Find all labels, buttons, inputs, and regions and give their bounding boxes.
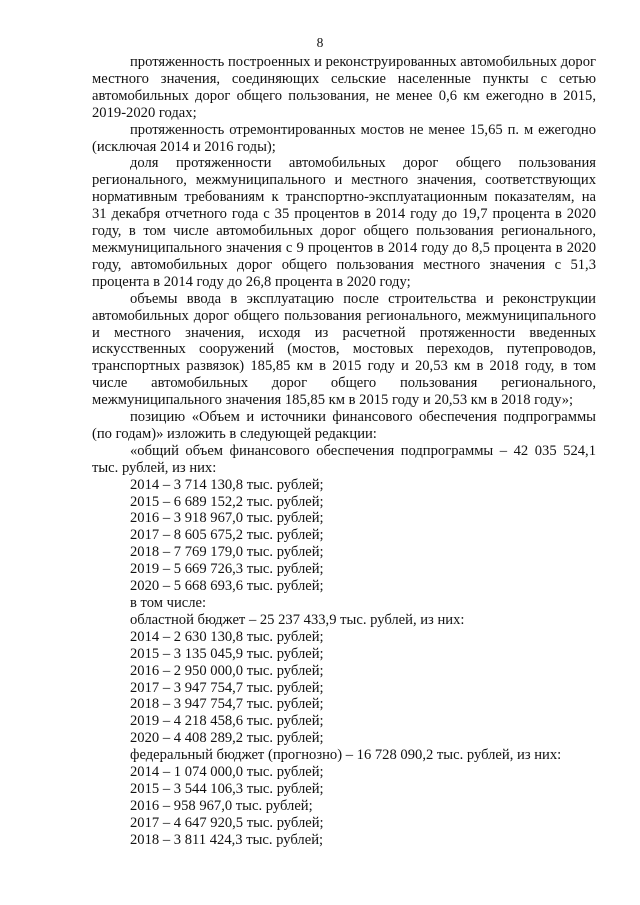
total-funding-2019: 2019 – 5 669 726,3 тыс. рублей; <box>130 561 324 578</box>
regional-budget-2018: 2018 – 3 947 754,7 тыс. рублей; <box>130 696 324 713</box>
including-heading: в том числе: <box>130 595 207 611</box>
total-funding-2017: 2017 – 8 605 675,2 тыс. рублей; <box>130 527 324 544</box>
federal-budget-2014: 2014 – 1 074 000,0 тыс. рублей; <box>130 764 324 781</box>
paragraph-total-funding: «общий объем финансового обеспечения подпрограммы – 42 035 524,1 тыс. рублей, из них: <box>92 442 596 476</box>
regional-budget-total: областной бюджет – 25 237 433,9 тыс. рублей, из них: <box>130 611 465 628</box>
regional-budget-2014: 2014 – 2 630 130,8 тыс. рублей; <box>130 628 324 645</box>
total-funding-2020: 2020 – 5 668 693,6 тыс. рублей; <box>130 578 324 595</box>
total-funding-2014: 2014 – 3 714 130,8 тыс. рублей; <box>130 476 324 493</box>
regional-budget-2019: 2019 – 4 218 458,6 тыс. рублей; <box>130 713 324 730</box>
federal-budget-2015: 2015 – 3 544 106,3 тыс. рублей; <box>130 780 324 797</box>
total-funding-2016: 2016 – 3 918 967,0 тыс. рублей; <box>130 510 324 527</box>
document-body <box>92 54 596 849</box>
paragraph-bridges-length: протяженность отремонтированных мостов не менее 15,65 п. м ежегодно (исключая 2014 и 2016 годы); <box>92 121 596 155</box>
total-funding-2018: 2018 – 7 769 179,0 тыс. рублей; <box>130 544 324 561</box>
regional-budget-2020: 2020 – 4 408 289,2 тыс. рублей; <box>130 730 324 747</box>
total-funding-2015: 2015 – 6 689 152,2 тыс. рублей; <box>130 493 324 510</box>
federal-budget-2016: 2016 – 958 967,0 тыс. рублей; <box>130 797 313 814</box>
paragraph-new-roads-length: протяженность построенных и реконструированных автомобильных дорог местного значения, соединяющих сельские населенные пункты с сетью автомобильных дорог общего пользования, не менее 0,6 км ежегодно в 2015, 2019-2020 годах; <box>92 54 596 121</box>
federal-budget-2018: 2018 – 3 811 424,3 тыс. рублей; <box>130 831 324 848</box>
federal-budget-2017: 2017 – 4 647 920,5 тыс. рублей; <box>130 814 324 831</box>
regional-budget-2017: 2017 – 3 947 754,7 тыс. рублей; <box>130 679 324 696</box>
federal-budget-total: федеральный бюджет (прогнозно) – 16 728 090,2 тыс. рублей, из них: <box>130 747 562 764</box>
paragraph-funding-position: позицию «Объем и источники финансового обеспечения подпрограммы (по годам)» изложить в следующей редакции: <box>92 409 596 442</box>
regional-budget-2016: 2016 – 2 950 000,0 тыс. рублей; <box>130 662 324 679</box>
paragraph-roads-share: доля протяженности автомобильных дорог общего пользования регионального, межмуниципального и местного значения, соответствующих нормативным требованиям к транспортно-эксплуатационным показателям, на 31 декабря отчетного года с 35 процентов в 2014 году до 19,7 процента в 2020 году, в том числе автомобильных дорог общего пользования регионального, межмуниципального значения с 9 процентов в 2014 году до 8,5 процента в 2020 году, автомобильных дорог общего пользования местного значения с 51,3 процента в 2014 году до 26,8 процента в 2020 году; <box>92 155 596 290</box>
regional-budget-2015: 2015 – 3 135 045,9 тыс. рублей; <box>130 645 324 662</box>
page-number: 8 <box>316 35 324 50</box>
paragraph-commissioning-volume: объемы ввода в эксплуатацию после строительства и реконструкции автомобильных дорог общего пользования регионального, межмуниципального и местного значения, исходя из расчетной протяженности введенных искусственных сооружений (мостов, мостовых переходов, путепроводов, транспортных развязок) 185,85 км в 2015 году и 20,53 км в 2018 году, в том числе автомобильных дорог общего пользования регионального, межмуниципального значения 185,85 км в 2015 году и 20,53 км в 2018 году»; <box>92 290 596 409</box>
